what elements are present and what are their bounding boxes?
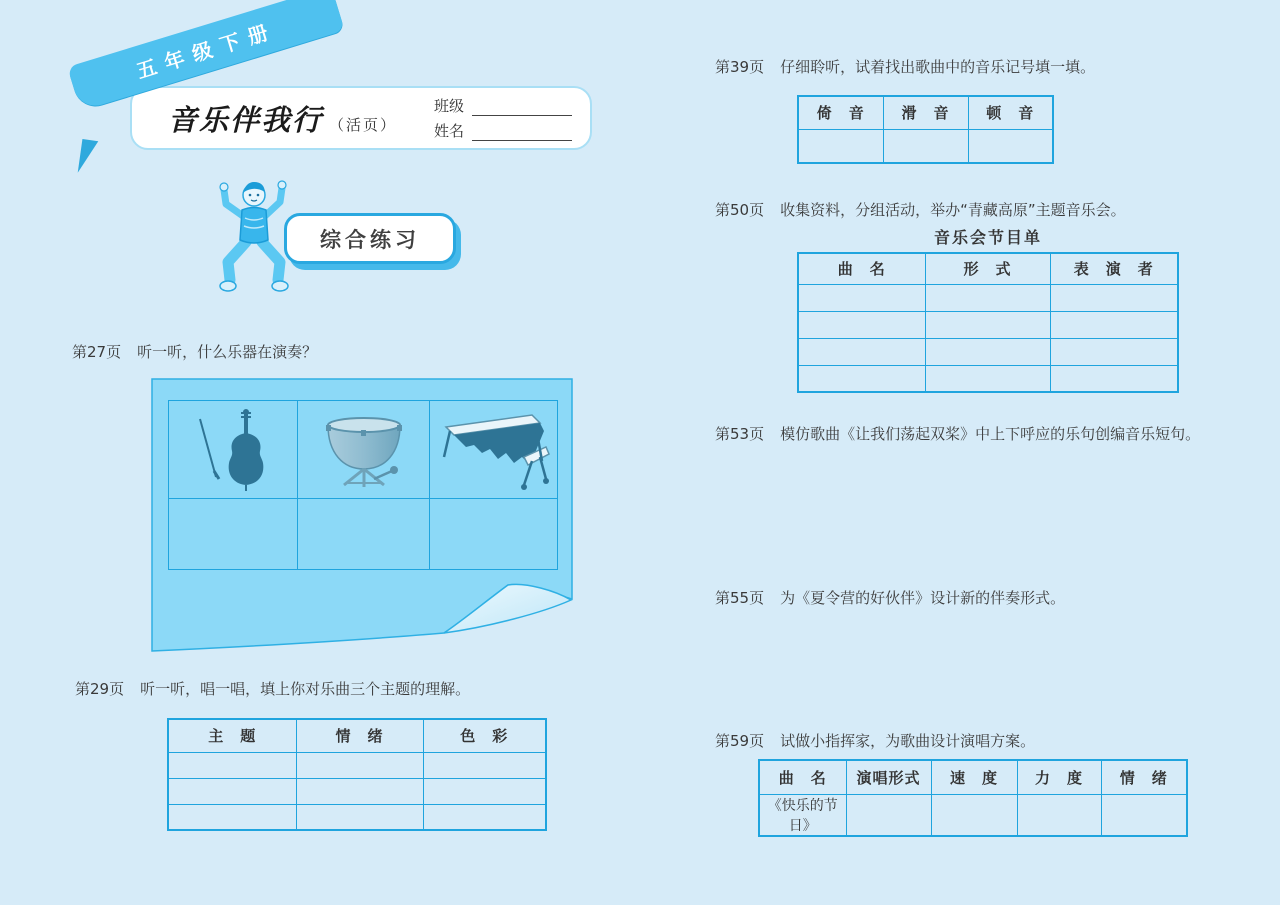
instrument-grid <box>168 400 558 570</box>
column-header-dynamics: 力 度 <box>1017 760 1101 794</box>
answer-cell <box>298 499 430 570</box>
workbook-title: 音乐伴我行 <box>168 102 324 137</box>
table-row <box>759 794 1187 836</box>
name-blank-line <box>472 126 572 141</box>
section-50-heading <box>715 199 1126 220</box>
name-field <box>434 120 572 141</box>
conducting-plan-table <box>758 759 1188 837</box>
table-row <box>168 804 546 830</box>
empty-cell <box>296 752 423 778</box>
section-59-heading <box>715 730 1035 751</box>
section-59-page-no: 第59页 <box>715 732 765 750</box>
section-39-heading <box>715 56 1095 77</box>
section-39-page-no: 第39页 <box>715 58 765 76</box>
song-title-cell: 《快乐的节日》 <box>759 794 846 836</box>
marimba-icon <box>436 405 552 491</box>
section-55-page-no: 第55页 <box>715 589 765 607</box>
column-header-grace-note: 倚 音 <box>798 96 883 129</box>
table-header-row <box>798 253 1178 284</box>
concert-program-caption: 音乐会节目单 <box>933 228 1042 247</box>
table-row <box>168 778 546 804</box>
workbook-title-suffix: （活页） <box>329 115 398 134</box>
section-55-heading <box>715 587 1065 608</box>
empty-cell <box>1050 338 1178 365</box>
marimba-image-cell <box>430 401 558 499</box>
empty-cell <box>925 311 1050 338</box>
empty-cell <box>1050 311 1178 338</box>
empty-cell <box>423 752 546 778</box>
instrument-answer-row <box>169 499 558 570</box>
table-header-row <box>798 96 1053 129</box>
empty-cell <box>168 804 296 830</box>
table-row <box>798 284 1178 311</box>
section-27-text: 听一听，什么乐器在演奏？ <box>137 343 318 361</box>
class-label: 班级 <box>433 97 464 115</box>
page-title <box>168 98 397 139</box>
class-blank-line <box>472 101 572 116</box>
empty-cell <box>296 804 423 830</box>
empty-cell <box>968 129 1053 163</box>
empty-cell <box>798 365 925 392</box>
column-header-performer: 表 演 者 <box>1050 253 1178 284</box>
section-29-page-no: 第29页 <box>75 680 125 698</box>
column-header-theme: 主 题 <box>168 719 296 752</box>
name-label: 姓名 <box>433 122 464 140</box>
empty-cell <box>168 778 296 804</box>
section-39-text: 仔细聆听，试着找出歌曲中的音乐记号填一填。 <box>780 58 1096 76</box>
column-header-tempo: 速 度 <box>931 760 1017 794</box>
class-field <box>434 95 572 116</box>
section-53-heading <box>715 423 1200 444</box>
section-53-text: 模仿歌曲《让我们荡起双桨》中上下呼应的乐句创编音乐短句。 <box>780 425 1201 443</box>
comprehensive-exercise-badge <box>284 213 456 264</box>
timpani-icon <box>308 405 420 491</box>
empty-cell <box>296 778 423 804</box>
ribbon-fold-tail <box>78 139 99 175</box>
section-59-text: 试做小指挥家，为歌曲设计演唱方案。 <box>780 732 1036 750</box>
section-29-text: 听一听，唱一唱，填上你对乐曲三个主题的理解。 <box>140 680 471 698</box>
section-53-page-no: 第53页 <box>715 425 765 443</box>
empty-cell <box>423 778 546 804</box>
answer-cell <box>169 499 298 570</box>
music-symbols-table <box>797 95 1054 164</box>
section-50-page-no: 第50页 <box>715 201 765 219</box>
timpani-image-cell <box>298 401 430 499</box>
concert-program-table <box>797 252 1179 393</box>
empty-cell <box>1050 284 1178 311</box>
instrument-image-row <box>169 401 558 499</box>
table-row <box>798 365 1178 392</box>
section-55-text: 为《夏令营的好伙伴》设计新的伴奏形式。 <box>780 589 1066 607</box>
empty-cell <box>1017 794 1101 836</box>
workbook-title-box <box>130 86 592 150</box>
table-row <box>798 129 1053 163</box>
table-header-row <box>759 760 1187 794</box>
section-27-heading <box>72 341 317 362</box>
theme-understanding-table <box>167 718 547 831</box>
table-row <box>798 311 1178 338</box>
empty-cell <box>931 794 1017 836</box>
empty-cell <box>846 794 931 836</box>
student-info-fields <box>434 91 572 145</box>
column-header-song-title: 曲 名 <box>798 253 925 284</box>
empty-cell <box>798 284 925 311</box>
section-27-page-no: 第27页 <box>72 343 122 361</box>
empty-cell <box>1050 365 1178 392</box>
section-29-heading <box>75 678 470 699</box>
column-header-staccato: 顿 音 <box>968 96 1053 129</box>
table-row <box>168 752 546 778</box>
column-header-glissando: 滑 音 <box>883 96 968 129</box>
column-header-emotion: 情 绪 <box>296 719 423 752</box>
empty-cell <box>423 804 546 830</box>
column-header-song-title: 曲 名 <box>759 760 846 794</box>
empty-cell <box>1101 794 1187 836</box>
empty-cell <box>798 129 883 163</box>
table-header-row <box>168 719 546 752</box>
cello-icon <box>178 405 288 491</box>
empty-cell <box>798 338 925 365</box>
column-header-singing-form: 演唱形式 <box>846 760 931 794</box>
empty-cell <box>883 129 968 163</box>
empty-cell <box>925 365 1050 392</box>
column-header-form: 形 式 <box>925 253 1050 284</box>
column-header-color: 色 彩 <box>423 719 546 752</box>
section-50-text: 收集资料，分组活动，举办“青藏高原”主题音乐会。 <box>780 201 1126 219</box>
cello-image-cell <box>169 401 298 499</box>
empty-cell <box>925 284 1050 311</box>
empty-cell <box>925 338 1050 365</box>
grade-ribbon-label: 五年级下册 <box>133 17 280 83</box>
table-row <box>798 338 1178 365</box>
answer-cell <box>430 499 558 570</box>
column-header-emotion: 情 绪 <box>1101 760 1187 794</box>
badge-label: 综合练习 <box>320 227 420 252</box>
empty-cell <box>168 752 296 778</box>
empty-cell <box>798 311 925 338</box>
